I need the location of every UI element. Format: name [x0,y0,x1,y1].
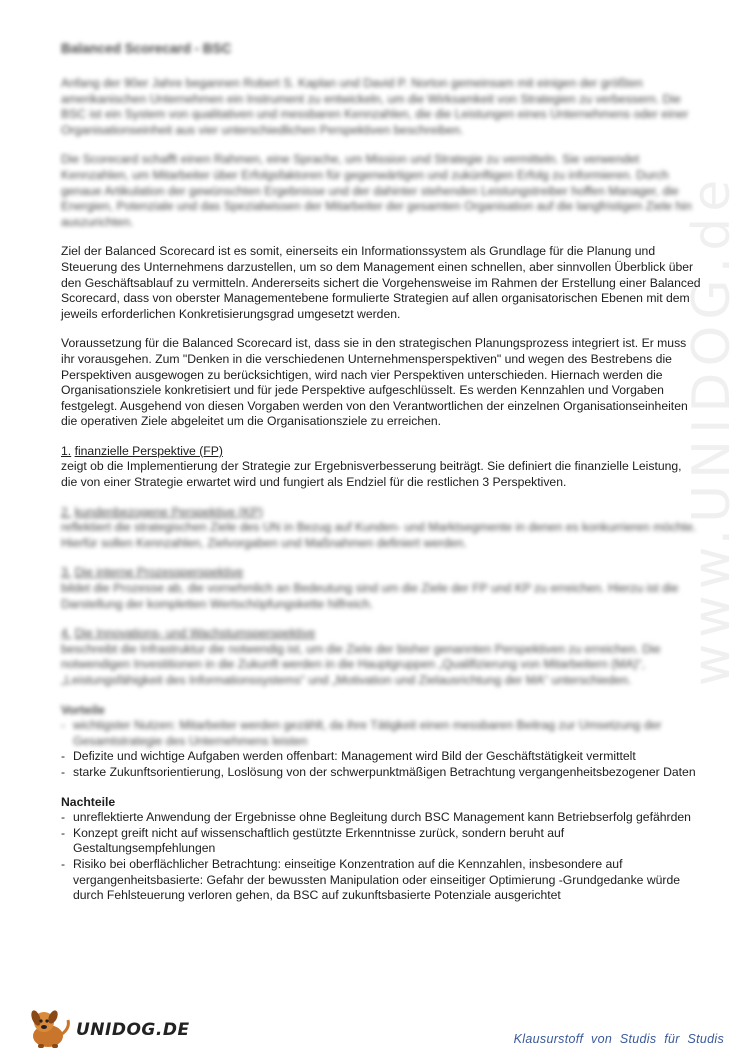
goal-paragraph: Ziel der Balanced Scorecard ist es somit, einerseits ein Informationssystem als Grundlage für die Planung und Steuerung des Unternehmens darzustellen, um so dem Management einen schnellen, aber sinnvollen Überblick über den Geschäftsablauf zu vermitteln. Andererseits sichert die Vorgehensweise im Rahmen der Erstellung einer Balanced Scorecard, dass von oberster Managementebene formulierte Strategien auf allen organisatorischen Ebenen mit dem jeweils erforderlichen Konkretisierungsgrad umgesetzt werden. [61,244,701,321]
perspective-1 [61,444,701,491]
perspective-4-text: beschreibt die Infrastruktur die notwendig ist, um die Ziele der bisher genannten Perspektiven zu erreichen. Die notwendigen Investitionen in die Zukunft werden in die Hauptgruppen „Qualifizierung von Mitarbeitern (MA)“, „Leistungsfähigkeit des Informationssystems“ und „Motivation und Zielausrichtung der MA“ unterschieden. [61,641,661,687]
requirement-paragraph: Voraussetzung für die Balanced Scorecard ist, dass sie in den strategischen Planungsprozess integriert ist. Er muss ihr vorausgehen. Zum "Denken in die verschiedenen Unternehmensperspektiven" und wegen des Bestrebens die Perspektiven ausgewogen zu berücksichtigen, wird nach vier Perspektiven unterschieden. Hiernach werden die Organisationsziele konkretisiert und für jede Perspektive aufgeschlüsselt. Es werden Kennzahlen und Vorgaben festgelegt. Ausgehend von diesen Vorgaben werden von den Verantwortlichen der einzelnen Organisationseinheiten die operativen Ziele abgeleitet um die Organisationsziele zu erreichen. [61,336,688,429]
footer-slogan: Klausurstoff von Studis für Studis [513,1032,724,1046]
perspective-3-text: bildet die Prozesse ab, die vornehmlich an Bedeutung sind um die Ziele der FP und KP zu erreichen. Hierzu ist die Darstellung der kompletten Wertschöpfungskette hilfreich. [61,581,679,611]
perspective-1-number: 1. [61,443,72,458]
perspective-4-number: 4. [61,626,72,641]
perspective-1-heading [61,444,701,460]
perspective-4 [61,626,701,688]
dog-mascot-icon [26,1006,74,1050]
disadvantage-item: - unreflektierte Anwendung der Ergebnisse ohne Begleitung durch BSC Management kann Betriebserfolg gefährden [61,810,701,826]
intro-paragraph-1: Anfang der 90er Jahre begannen Robert S. Kaplan und David P. Norton gemeinsam mit einigen der größten amerikanischen Unternehmen ein Instrument zu entwickeln, um die Wirksamkeit von Strategien zu verbessern. Die BSC ist ein System von qualitativen und messbaren Kennzahlen, die die Leistungen eines Unternehmens oder einer Organisationseinheit aus vier unterschiedlichen Perspektiven beschreiben. [61,76,689,137]
disadvantages-heading: Nachteile [61,794,116,809]
disadvantages-list [61,810,701,904]
perspective-4-name: Die Innovations- und Wachstumsperspektive [74,626,316,641]
document-title: Balanced Scorecard - BSC [61,41,232,56]
disadvantage-item: - Risiko bei oberflächlicher Betrachtung: einseitige Konzentration auf die Kennzahlen, insbesondere auf vergangenheitsbasierte: Gefahr der bewussten Manipulation oder einseitiger Optimierung -Grundgedanke würde durch Fehlsteuerung verloren gehen, da BSC auf zukunftsbasierte Potenziale ausgerichtet [61,857,701,904]
perspective-3 [61,565,701,612]
disadvantage-item: - Konzept greift nicht auf wissenschaftlich gestützte Erkenntnisse zurück, sondern beruht auf Gestaltungsempfehlungen [61,826,701,857]
watermark: www.UNIDOG.de [682,173,742,687]
unidog-logo[interactable] [26,1006,190,1050]
intro-paragraph-2: Die Scorecard schafft einen Rahmen, eine Sprache, um Mission und Strategie zu vermitteln. Sie verwendet Kennzahlen, um Mitarbeiter über Erfolgsfaktoren für gegenwärtigen und zukünftigen Erfolg zu informieren. Durch genaue Artikulation der gewünschten Ergebnisse und der dahinter stehenden Leistungstreiber hoffen Manager, die Energien, Potenziale und das Spezialwissen der Mitarbeiter der gesamten Organisation auf die langfristigen Ziele hin auszurichten. [61,152,692,229]
perspective-3-name: Die interne Prozessperspektive [74,565,244,580]
page-footer [0,1002,750,1060]
advantage-item: - Defizite und wichtige Aufgaben werden offenbart: Management wird Bild der Geschäftstätigkeit vermittelt [61,749,701,765]
perspective-4-heading [61,626,701,642]
advantages-heading: Vorteile [61,702,105,717]
advantage-item: - starke Zukunftsorientierung, Loslösung von der schwerpunktmäßigen Betrachtung vergangenheitsbezogener Daten [61,765,701,781]
advantages-list [61,718,701,780]
perspective-1-text: zeigt ob die Implementierung der Strategie zur Ergebnisverbesserung beiträgt. Sie definiert die finanzielle Leistung, die von einer Strategie erwartet wird und fungiert als Endziel für die restlichen 3 Perspektiven. [61,459,682,490]
perspective-1-name: finanzielle Perspektive (FP) [74,443,223,458]
perspective-3-heading [61,565,701,581]
logo-text: UNIDOG.DE [76,1020,190,1040]
perspective-2 [61,505,701,552]
perspective-3-number: 3. [61,565,72,580]
perspective-2-number: 2. [61,504,72,519]
advantage-item: - wichtigster Nutzen: Mitarbeiter werden gezählt, da ihre Tätigkeit einen messbaren Beitrag zur Umsetzung der Gesamtstrategie des Unternehmens leisten [61,718,701,749]
perspective-2-text: reflektiert die strategischen Ziele des UN in Bezug auf Kunden- und Marktsegmente in denen es konkurrieren möchte. Hierfür sollen Kennzahlen, Zielvorgaben und Maßnahmen definiert werden. [61,520,697,550]
perspective-2-name: kundenbezogene Perspektive (KP) [74,504,263,519]
perspective-2-heading [61,505,701,521]
document-content [61,40,701,918]
